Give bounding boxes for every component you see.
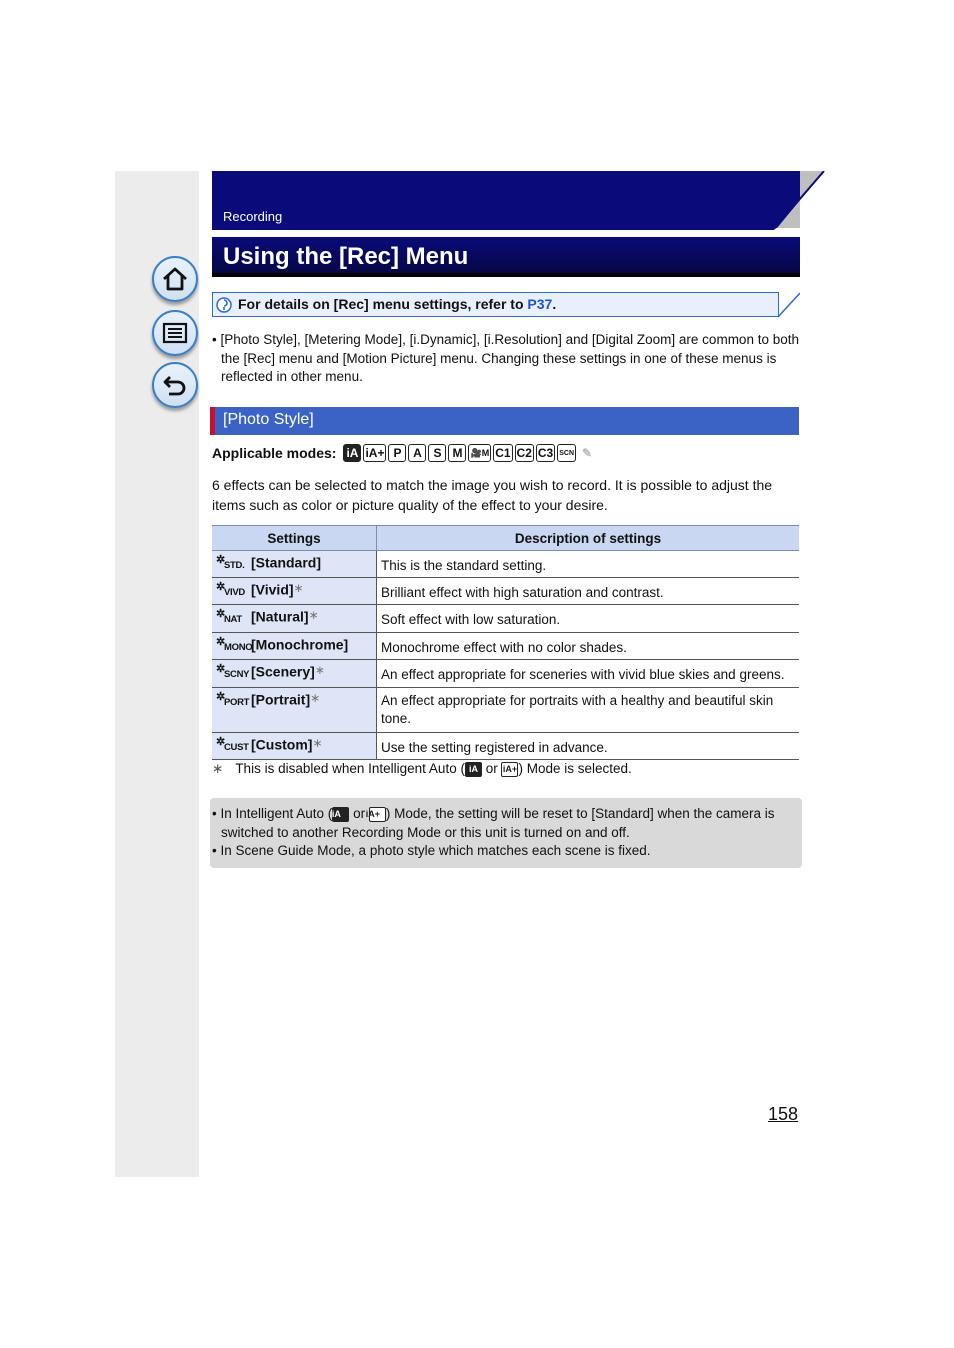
mode-a-icon: A: [408, 444, 426, 462]
contents-button[interactable]: [152, 310, 198, 356]
section-title: [Photo Style]: [223, 411, 314, 428]
photo-style-natural-icon: ✲ NAT: [216, 608, 242, 625]
section-header: [210, 407, 799, 435]
ia-mode-icon: iA: [465, 762, 482, 777]
breadcrumb: Recording: [223, 209, 283, 224]
mode-c1-icon: C1: [495, 446, 511, 460]
table-row: ✲ VIVD [Vivid]∗ Brilliant effect with high saturation and contrast.: [212, 578, 799, 605]
table-row: ✲ PORT [Portrait]∗ An effect appropriate for portraits with a healthy and beautiful skin tone.: [212, 688, 799, 733]
table-row: ✲ MONO [Monochrome] Monochrome effect with no color shades.: [212, 633, 799, 660]
table-cell-description: This is the standard setting.: [377, 551, 800, 578]
mode-ia-icon: iA: [343, 444, 361, 462]
ia-mode-icon: iA: [332, 807, 349, 822]
section-intro: 6 effects can be selected to match the image you wish to record. It is possible to adjust the items such as color or picture quality of the effect to your desire.: [212, 477, 773, 513]
mode-ia-plus-icon: iA+: [365, 446, 385, 460]
photo-style-table: [212, 525, 799, 760]
mode-m-icon: M: [448, 444, 466, 462]
photo-style-custom-icon: ✲ CUST: [216, 736, 249, 753]
page-number: 158: [768, 1104, 799, 1124]
table-cell-description: Use the setting registered in advance.: [377, 733, 800, 760]
photo-style-portrait-icon: ✲ PORT: [216, 691, 250, 708]
table-cell-description: An effect appropriate for portraits with a healthy and beautiful skin tone.: [377, 688, 800, 733]
applicable-modes: [212, 444, 596, 462]
table-header-settings: Settings: [212, 526, 377, 551]
mode-creative-icon: ✎: [578, 444, 596, 462]
table-header-description: Description of settings: [377, 526, 800, 551]
mode-c3-icon: C3: [537, 446, 554, 460]
reference-text: For details on [Rec] menu settings, refer to P37.: [238, 296, 557, 312]
mode-scn-icon: SCN: [557, 444, 576, 462]
notes-text: [212, 805, 800, 861]
back-button[interactable]: [152, 362, 198, 408]
home-button[interactable]: [152, 256, 198, 302]
photo-style-monochrome-icon: ✲ MONO: [216, 636, 253, 653]
common-settings-note: • [Photo Style], [Metering Mode], [i.Dynamic], [i.Resolution] and [Digital Zoom] are common to both the [Rec] menu and [Motion Picture] menu. Changing these settings in one of these menus is reflected in other menu.: [212, 332, 799, 384]
table-cell-description: Monochrome effect with no color shades.: [377, 633, 800, 660]
list-icon: [161, 319, 189, 347]
page-title: Using the [Rec] Menu: [223, 243, 469, 270]
table-row: ✲ SCNY [Scenery]∗ An effect appropriate for sceneries with vivid blue skies and greens.: [212, 660, 799, 688]
table-row: ✲ NAT [Natural]∗ Soft effect with low saturation.: [212, 605, 799, 633]
photo-style-scenery-icon: ✲ SCNY: [216, 663, 250, 680]
mode-movie-m-icon: 🎥M: [468, 444, 491, 462]
reference-link[interactable]: P37: [527, 296, 553, 312]
mode-p-icon: P: [388, 444, 406, 462]
table-cell-description: An effect appropriate for sceneries with vivid blue skies and greens.: [377, 660, 800, 688]
table-row: ✲ STD. [Standard] This is the standard setting.: [212, 551, 799, 578]
table-footnote: ∗ This is disabled when Intelligent Auto ( iA or iA+) Mode is selected.: [212, 761, 632, 776]
table-row: ✲ CUST [Custom]∗ Use the setting registered in advance.: [212, 733, 799, 760]
photo-style-standard-icon: ✲ STD.: [216, 554, 245, 571]
table-cell-description: Soft effect with low saturation.: [377, 605, 800, 633]
photo-style-vivid-icon: ✲ VIVD: [216, 581, 245, 598]
note-reset: • In Intelligent Auto (iA or iA+ ) Mode, the setting will be reset to [Standard] when the camera is switched to another Recording Mode or this unit is turned on and off.: [212, 806, 775, 840]
return-arrow-icon: [161, 371, 189, 399]
applicable-modes-label: Applicable modes:: [212, 445, 337, 461]
note-scene-guide: • In Scene Guide Mode, a photo style which matches each scene is fixed.: [212, 843, 651, 858]
mode-c2-icon: C2: [516, 446, 532, 460]
home-icon: [161, 265, 189, 293]
ia-plus-mode-icon: iA+: [369, 807, 386, 822]
table-cell-description: Brilliant effect with high saturation and contrast.: [377, 578, 800, 605]
ia-plus-mode-icon: iA+: [501, 762, 518, 777]
mode-s-icon: S: [428, 444, 446, 462]
